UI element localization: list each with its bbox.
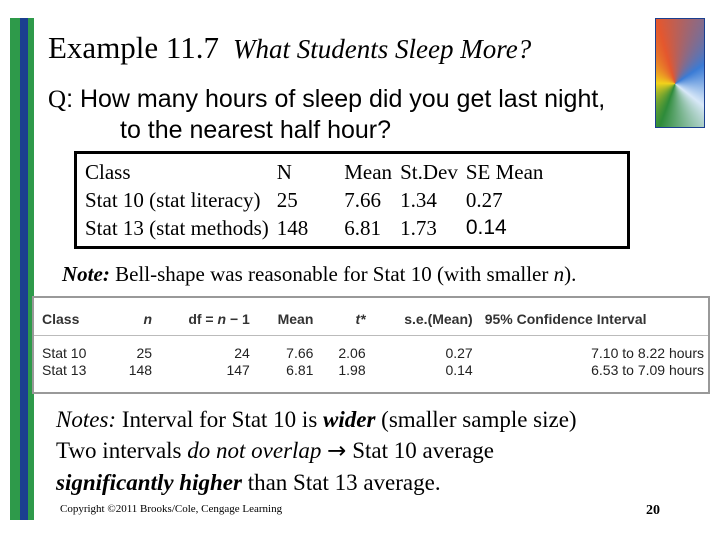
right-arrow-icon: → bbox=[327, 438, 347, 464]
cell-stdev: 1.73 bbox=[400, 216, 437, 240]
notes-text: Interval for Stat 10 is bbox=[116, 407, 324, 432]
confidence-interval-table-image bbox=[32, 296, 710, 394]
cell-stdev: 1.34 bbox=[400, 188, 437, 212]
header-se-mean: SE Mean bbox=[465, 160, 544, 184]
notes-text: Stat 10 average bbox=[346, 438, 494, 463]
title-main: Example 11.7 bbox=[48, 30, 220, 65]
ci-row-stat10 bbox=[34, 336, 708, 362]
cell-n: 25 bbox=[276, 188, 298, 212]
cell-n: 148 bbox=[276, 216, 309, 240]
publisher-logo-image bbox=[655, 18, 705, 128]
summary-stats-box bbox=[74, 151, 630, 249]
cell-class: Stat 10 (stat literacy) bbox=[85, 188, 261, 212]
title-subtitle: What Students Sleep More? bbox=[233, 34, 532, 64]
ci-header-class: Class bbox=[34, 298, 109, 336]
question-label: Q bbox=[48, 86, 67, 113]
ci-cell-mean: 6.81 bbox=[286, 362, 314, 378]
cell-mean: 6.81 bbox=[344, 216, 381, 240]
notes-emphasis-significant: significantly higher bbox=[56, 470, 242, 495]
note-text: Bell-shape was reasonable for Stat 10 (with smaller bbox=[115, 262, 554, 286]
ci-header-row bbox=[34, 298, 708, 336]
cell-se-mean: 0.14 bbox=[465, 216, 507, 239]
ci-cell-n: 148 bbox=[128, 362, 153, 378]
header-class: Class bbox=[85, 160, 131, 184]
bell-shape-note bbox=[62, 262, 576, 287]
ci-cell-n: 25 bbox=[136, 345, 153, 361]
ci-header-df: df = n − 1 bbox=[156, 298, 254, 336]
question-text bbox=[48, 84, 605, 145]
left-accent-stripe bbox=[20, 18, 28, 520]
ci-header-interval: 95% Confidence Interval bbox=[477, 298, 708, 336]
ci-cell-df: 147 bbox=[226, 362, 250, 378]
ci-header-se: s.e.(Mean) bbox=[370, 298, 477, 336]
header-stdev: St.Dev bbox=[400, 160, 458, 184]
ci-cell-tstar: 2.06 bbox=[338, 345, 366, 361]
question-line-2: to the nearest half hour? bbox=[120, 116, 392, 144]
ci-cell-tstar: 1.98 bbox=[338, 362, 366, 378]
question-line-1: : How many hours of sleep did you get last night, bbox=[66, 85, 606, 113]
ci-header-n: n bbox=[109, 298, 156, 336]
cell-se-mean: 0.27 bbox=[465, 188, 503, 212]
ci-cell-se: 0.27 bbox=[445, 345, 473, 361]
cell-class: Stat 13 (stat methods) bbox=[85, 216, 269, 240]
summary-stats-table bbox=[85, 158, 551, 242]
page-number: 20 bbox=[646, 503, 660, 518]
header-n: N bbox=[276, 160, 292, 184]
ci-cell-interval: 7.10 to 8.22 hours bbox=[591, 345, 704, 361]
ci-cell-class: Stat 10 bbox=[42, 345, 87, 361]
note-label: Note: bbox=[62, 262, 110, 286]
ci-cell-class: Stat 13 bbox=[42, 362, 87, 378]
notes-label: Notes: bbox=[56, 407, 117, 432]
summary-row-stat10 bbox=[85, 186, 551, 214]
note-n: n bbox=[553, 262, 565, 286]
cell-mean: 7.66 bbox=[344, 188, 381, 212]
note-end: ). bbox=[564, 262, 577, 286]
notes-text: (smaller sample size) bbox=[375, 407, 577, 432]
summary-header-row bbox=[85, 158, 551, 186]
ci-cell-interval: 6.53 to 7.09 hours bbox=[591, 362, 704, 378]
summary-row-stat13 bbox=[85, 214, 551, 242]
copyright-text: Copyright ©2011 Brooks/Cole, Cengage Learning bbox=[60, 503, 283, 515]
slide-title bbox=[48, 30, 531, 66]
header-mean: Mean bbox=[344, 160, 393, 184]
ci-cell-df: 24 bbox=[234, 345, 250, 361]
ci-header-mean: Mean bbox=[254, 298, 318, 336]
notes-text: than Stat 13 average. bbox=[241, 470, 441, 495]
ci-cell-mean: 7.66 bbox=[286, 345, 314, 361]
notes-text: Two intervals bbox=[56, 438, 188, 463]
conclusion-notes bbox=[56, 404, 676, 498]
notes-emphasis-wider: wider bbox=[323, 407, 376, 432]
ci-row-stat13 bbox=[34, 361, 708, 378]
ci-cell-se: 0.14 bbox=[445, 362, 473, 378]
confidence-interval-table bbox=[34, 298, 708, 378]
ci-header-tstar: t* bbox=[317, 298, 369, 336]
notes-emphasis-overlap: do not overlap bbox=[187, 438, 322, 463]
